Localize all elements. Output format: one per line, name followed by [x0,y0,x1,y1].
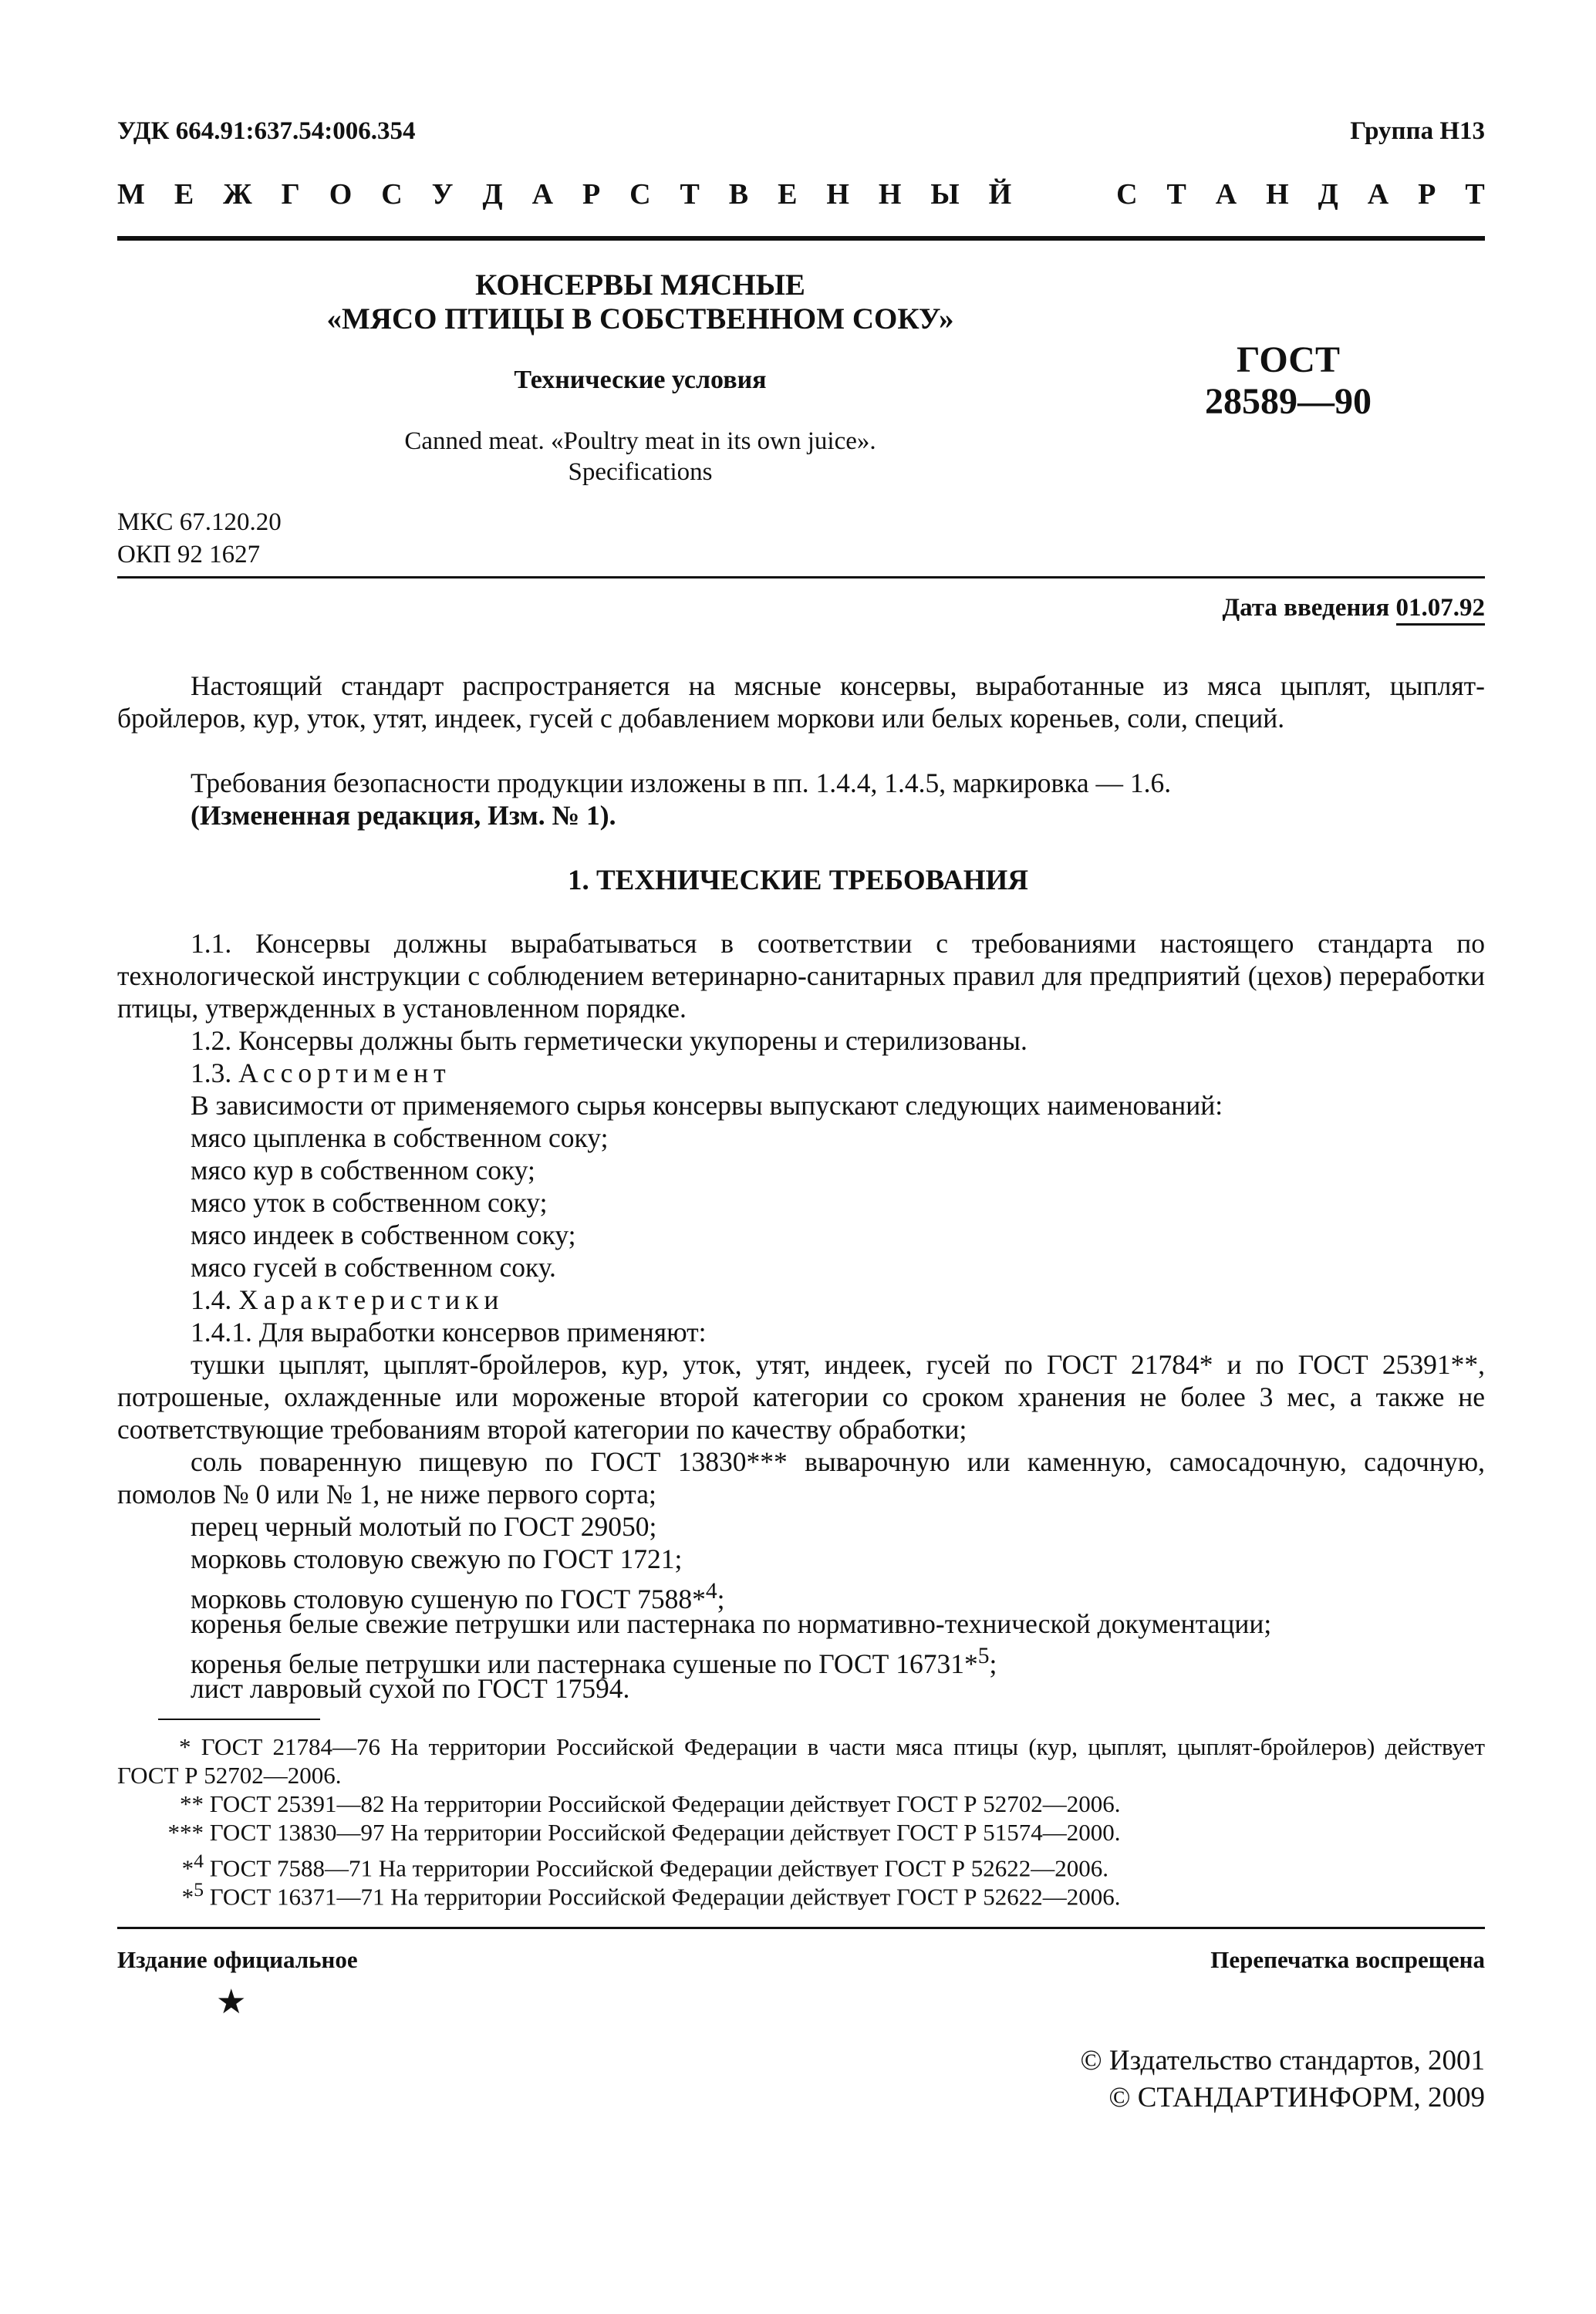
assortment-item: мясо уток в собственном соку; [191,1187,548,1218]
date-value: 01.07.92 [1396,594,1486,626]
assortment-item: мясо кур в собственном соку; [191,1155,535,1186]
clause-number: 1.3. [191,1057,239,1088]
footnote-sup: 5 [194,1878,204,1901]
footnote-ref: 5 [977,1644,990,1668]
letter: Н [826,178,849,211]
assortment-item: мясо индеек в собственном соку; [191,1219,576,1250]
footnote-text: ГОСТ 16371—71 На территории Российской Федерации действует ГОСТ Р 52622—2006. [209,1883,1121,1911]
english-title-2: Specifications [568,458,713,486]
title-subtitle: Технические условия [514,366,767,394]
clause-1-3 [191,1057,451,1089]
english-title-1: Canned meat. «Poultry meat in its own juice». [404,427,876,455]
footnote-2 [117,1789,1121,1818]
raw-material-pepper: перец черный молотый по ГОСТ 29050; [191,1511,657,1542]
letter: Т [1465,178,1485,211]
title-block [231,268,1049,487]
copyright-2: © СТАНДАРТИНФОРМ, 2009 [1108,2082,1485,2113]
assortment-item: мясо гусей в собственном соку. [191,1252,556,1283]
clause-1-2: 1.2. Консервы должны быть герметически укупорены и стерилизованы. [191,1025,1027,1056]
okp-code: ОКП 92 1627 [117,541,261,568]
raw-material-poultry: тушки цыплят, цыплят-бройлеров, кур, уток, утят, индеек, гусей по ГОСТ 21784* и по ГОСТ 25391**, потрошеные, охлажденные или мороженые второй категории со сроком хранения не более 3 мес, а также не соответствующие требованиям второй категории по качеству обработки; [117,1349,1485,1445]
introduction-date [1222,594,1485,622]
header-rule [117,236,1485,241]
footnote-text: ГОСТ 7588—71 На территории Российской Федерации действует ГОСТ Р 52622—2006. [209,1854,1108,1882]
letter: А [1367,178,1389,211]
letter: У [431,178,454,211]
letter: Н [878,178,902,211]
mks-code: МКС 67.120.20 [117,508,282,536]
footnote-separator [158,1719,320,1720]
title-line-1: КОНСЕРВЫ МЯСНЫЕ [475,268,805,302]
clause-number: 1.4. [191,1284,239,1315]
item-text: коренья белые петрушки или пастернака сушеные по ГОСТ 16731* [191,1648,978,1679]
letter: Р [582,178,601,211]
clause-1-4 [191,1283,504,1316]
item-end: ; [717,1583,725,1614]
letter: Й [988,178,1012,211]
intro-paragraph: Настоящий стандарт распространяется на мясные консервы, выработанные из мяса цыплят, цыплят-бройлеров, кур, уток, утят, индеек, гусей с добавлением моркови или белых кореньев, соли, специй. [117,670,1485,734]
word-gap [1041,177,1087,211]
clause-heading: Ассортимент [238,1057,451,1088]
clause-1-1: 1.1. Консервы должны вырабатываться в соответствии с требованиями настоящего стандарта по технологической инструкции с соблюдением ветеринарно-санитарных правил для предприятий (цехов) переработки птицы, утвержденных в установленном порядке. [117,928,1485,1024]
copyright-1: © Издательство стандартов, 2001 [1080,2045,1485,2076]
letter: В [728,178,749,211]
letter: Д [482,178,503,211]
letter: М [117,178,145,211]
classification-codes [117,506,282,571]
amendment-note: (Измененная редакция, Изм. № 1). [191,800,616,831]
udk-code: УДК 664.91:637.54:006.354 [117,117,416,145]
footnote-asterisk: * [181,1854,194,1882]
clause-1-4-1: 1.4.1. Для выработки консервов применяют: [191,1317,707,1348]
official-edition: Издание официальное [117,1946,358,1973]
raw-material-salt: соль поваренную пищевую по ГОСТ 13830*** выварочную или каменную, самосадочную, садочную, помолов № 0 или № 1, не ниже первого сорта; [117,1446,1485,1509]
footnote-5 [117,1875,1121,1911]
footnote-mark: *** [167,1819,204,1846]
interstate-standard-banner [117,177,1485,211]
footnote-3 [117,1818,1121,1847]
letter: А [531,178,554,211]
footnote-ref: 4 [705,1579,717,1604]
group-code: Группа Н13 [1350,117,1485,145]
clause-heading: Характеристики [238,1284,504,1315]
letter: А [1215,178,1237,211]
section-title: 1. ТЕХНИЧЕСКИЕ ТРЕБОВАНИЯ [567,865,1029,896]
letter: С [1116,178,1138,211]
intro-safety-line: Требования безопасности продукции изложены в пп. 1.4.4, 1.4.5, маркировка — 1.6. [191,767,1172,798]
letter: Ж [223,178,252,211]
footnote-text: ГОСТ 13830—97 На территории Российской Федерации действует ГОСТ Р 51574—2000. [209,1819,1121,1846]
letter: Н [1266,178,1289,211]
date-label: Дата введения [1222,594,1396,622]
letter: Е [174,178,194,211]
letter: С [629,178,651,211]
assortment-intro: В зависимости от применяемого сырья консервы выпускают следующих наименований: [191,1090,1223,1121]
item-text: морковь столовую сушеную по ГОСТ 7588* [191,1583,706,1614]
letter: Е [778,178,798,211]
star-icon: ★ [216,1983,247,2021]
gost-label: ГОСТ [1237,339,1340,380]
gost-number-block [1173,339,1404,423]
reprint-prohibited: Перепечатка воспрещена [1210,1946,1485,1973]
footnote-mark [117,1875,204,1911]
gost-number: 28589—90 [1205,381,1372,422]
letter: Ы [930,178,960,211]
footnote-mark: ** [180,1790,204,1817]
raw-material-carrot-fresh: морковь столовую свежую по ГОСТ 1721; [191,1543,683,1574]
footnote-text: ГОСТ 25391—82 На территории Российской Федерации действует ГОСТ Р 52702—2006. [209,1790,1121,1817]
letter: Р [1418,178,1436,211]
letter: Т [680,178,700,211]
raw-material-bay-leaf: лист лавровый сухой по ГОСТ 17594. [191,1673,630,1704]
item-end: ; [989,1648,997,1679]
footnote-1: * ГОСТ 21784—76 На территории Российской Федерации в части мяса птицы (кур, цыплят, цыплят-бройлеров) действует ГОСТ Р 52702—2006. [117,1733,1485,1789]
title-line-2: «МЯСО ПТИЦЫ В СОБСТВЕННОМ СОКУ» [326,302,954,336]
letter: Г [281,178,300,211]
footer-rule [117,1927,1485,1929]
letter: Д [1318,178,1338,211]
assortment-item: мясо цыпленка в собственном соку; [191,1122,609,1153]
raw-material-roots-fresh: коренья белые свежие петрушки или пастернака по нормативно-технической документации; [191,1608,1272,1639]
letter: О [329,178,353,211]
letter: Т [1166,178,1186,211]
codes-rule [117,576,1485,578]
footnote-sup: 4 [194,1850,204,1872]
letter: С [381,178,403,211]
footnote-asterisk: * [181,1883,194,1911]
